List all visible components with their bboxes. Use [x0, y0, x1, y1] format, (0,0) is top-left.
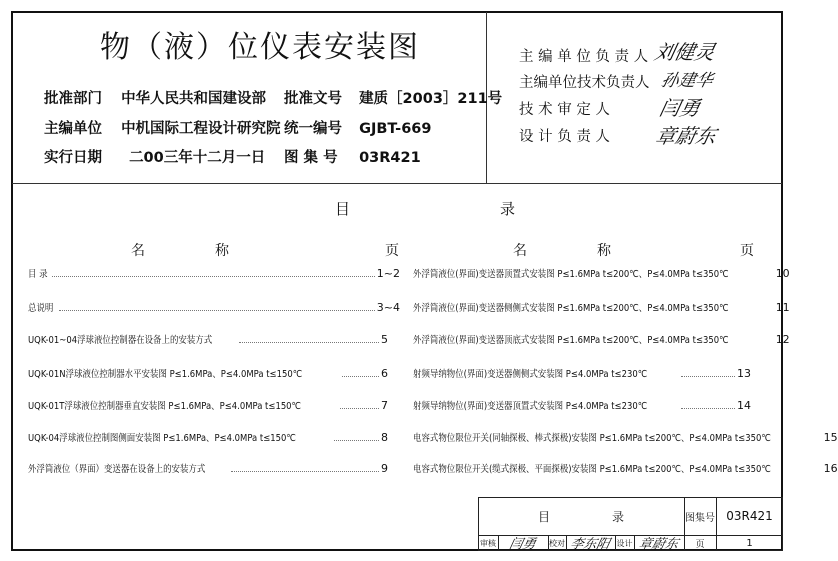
col-page-header-left: 页: [385, 243, 399, 259]
toc-item-page: 11: [775, 301, 790, 314]
signature: 闫勇: [657, 96, 703, 120]
toc-item-name: 电容式物位限位开关(缆式探极、平面探极)安装图 P≤1.6MPa t≤200℃、P≤4.0MPa t≤350℃: [413, 464, 771, 475]
meta-unified-no: [284, 117, 431, 138]
resp-role: 设 计 负 责 人: [519, 129, 610, 145]
toc-item-name: UQK-04浮球液位控制图侧面安装图 P≤1.6MPa、P≤4.0MPa t≤150℃: [28, 433, 296, 444]
leader-dots: [231, 471, 379, 472]
leader-dots: [681, 376, 735, 377]
meta-effective-date: [44, 146, 265, 167]
toc-item-name: 目 录: [28, 269, 48, 280]
toc-heading-left: 目: [335, 200, 351, 218]
toc-row[interactable]: [413, 396, 751, 412]
signature: 章蔚东: [653, 124, 719, 148]
meta-label: 图 集 号: [284, 150, 338, 166]
leader-dots: [342, 376, 379, 377]
meta-approval-no: [284, 87, 502, 108]
meta-value: 03R421: [359, 150, 421, 166]
toc-item-page: 7: [381, 399, 388, 412]
review-label: 审核: [480, 538, 496, 548]
drawing-name-left: 目: [537, 509, 550, 524]
toc-row[interactable]: [28, 459, 388, 475]
leader-dots: [52, 276, 375, 277]
page-label: 页: [695, 539, 705, 550]
toc-item-name: UQK-01~04浮球液位控制器在设备上的安装方式: [28, 335, 213, 346]
toc-item-name: 射频导纳物位(界面)变送器侧侧式安装图 P≤4.0MPa t≤230℃: [413, 369, 648, 380]
meta-atlas-no: [284, 146, 421, 167]
toc-row[interactable]: [413, 459, 838, 475]
meta-editor-unit: [44, 117, 281, 138]
toc-item-page: 14: [737, 399, 751, 412]
toc-item-page: 5: [381, 333, 388, 346]
check-signature: 李东阳: [568, 536, 612, 552]
toc-row[interactable]: [413, 330, 790, 346]
toc-item-page: 13: [737, 367, 751, 380]
toc-item-page: 10: [775, 267, 790, 280]
resp-role: 主 编 单 位 负 责 人: [519, 49, 649, 65]
meta-label: 实行日期: [44, 150, 102, 166]
toc-row[interactable]: [413, 364, 751, 380]
header-divider: [12, 183, 782, 184]
toc-heading-right: 录: [500, 200, 516, 218]
toc-row[interactable]: [413, 264, 790, 280]
col-name-header-left: 名 称: [131, 243, 229, 259]
atlas-no-label: 图集号: [685, 512, 715, 524]
toc-item-name: 外浮筒液位（界面）变送器在设备上的安装方式: [28, 464, 206, 475]
toc-item-page: 16: [823, 462, 838, 475]
col-name-header-right: 名 称: [513, 243, 611, 259]
toc-row[interactable]: [28, 330, 388, 346]
meta-label: 主编单位: [44, 121, 102, 137]
toc-item-page: 8: [381, 431, 388, 444]
meta-label: 统一编号: [284, 121, 342, 137]
resp-role: 主编单位技术负责人: [519, 75, 650, 91]
toc-item-page: 1~2: [376, 267, 400, 280]
leader-dots: [681, 408, 735, 409]
meta-value: GJBT-669: [359, 121, 432, 137]
col-page-header-right: 页: [740, 243, 754, 259]
toc-row[interactable]: [413, 428, 838, 444]
design-signature: 章蔚东: [637, 536, 680, 552]
page-title: 物（液）位仪表安装图: [100, 30, 420, 65]
meta-label: 批准文号: [284, 91, 342, 107]
toc-row[interactable]: [28, 298, 400, 314]
toc-item-page: 9: [381, 462, 388, 475]
toc-item-page: 12: [775, 333, 790, 346]
atlas-no-value: 03R421: [726, 509, 773, 523]
toc-row[interactable]: [28, 264, 400, 280]
toc-row[interactable]: [28, 428, 388, 444]
toc-item-page: 15: [823, 431, 838, 444]
leader-dots: [334, 440, 379, 441]
leader-dots: [340, 408, 379, 409]
meta-approval-dept: [44, 87, 266, 108]
meta-label: 批准部门: [44, 91, 102, 107]
drawing-name-right: 录: [612, 509, 625, 524]
toc-item-page: 6: [381, 367, 388, 380]
toc-item-name: 电容式物位限位开关(同轴探极、棒式探极)安装图 P≤1.6MPa t≤200℃、P≤4.0MPa t≤350℃: [413, 433, 771, 444]
meta-value: 中华人民共和国建设部: [121, 91, 267, 107]
toc-item-name: 外浮筒液位(界面)变送器顶置式安装图 P≤1.6MPa t≤200℃、P≤4.0MPa t≤350℃: [413, 269, 729, 280]
review-signature: 闫勇: [507, 536, 538, 552]
meta-value: 二00三年十二月一日: [129, 150, 266, 166]
drawing-name-cell: [478, 497, 684, 535]
meta-value: 中机国际工程设计研究院: [121, 121, 281, 137]
toc-item-name: UQK-01T浮球液位控制器垂直安装图 P≤1.6MPa、P≤4.0MPa t≤150℃: [28, 401, 302, 412]
toc-item-page: 3~4: [376, 301, 400, 314]
toc-item-name: 总说明: [28, 303, 54, 314]
toc-item-name: 射频导纳物位(界面)变送器顶置式安装图 P≤4.0MPa t≤230℃: [413, 401, 648, 412]
resp-role: 技 术 审 定 人: [519, 102, 610, 118]
toc-row[interactable]: [413, 298, 790, 314]
toc-item-name: 外浮筒液位(界面)变送器顶底式安装图 P≤1.6MPa t≤200℃、P≤4.0MPa t≤350℃: [413, 335, 729, 346]
page-value: 1: [746, 537, 753, 549]
meta-value: 建质［2003］211号: [359, 91, 503, 107]
signature: 孙建华: [659, 71, 715, 91]
toc-row[interactable]: [28, 396, 388, 412]
design-label: 设计: [616, 538, 633, 548]
check-label: 校对: [549, 538, 565, 548]
toc-item-name: UQK-01N浮球液位控制器水平安装图 P≤1.6MPa、P≤4.0MPa t≤150℃: [28, 369, 303, 380]
leader-dots: [239, 342, 379, 343]
toc-item-name: 外浮筒液位(界面)变送器侧侧式安装图 P≤1.6MPa t≤200℃、P≤4.0MPa t≤350℃: [413, 303, 729, 314]
toc-row[interactable]: [28, 364, 388, 380]
leader-dots: [59, 310, 375, 311]
signature: 刘健灵: [652, 40, 718, 64]
